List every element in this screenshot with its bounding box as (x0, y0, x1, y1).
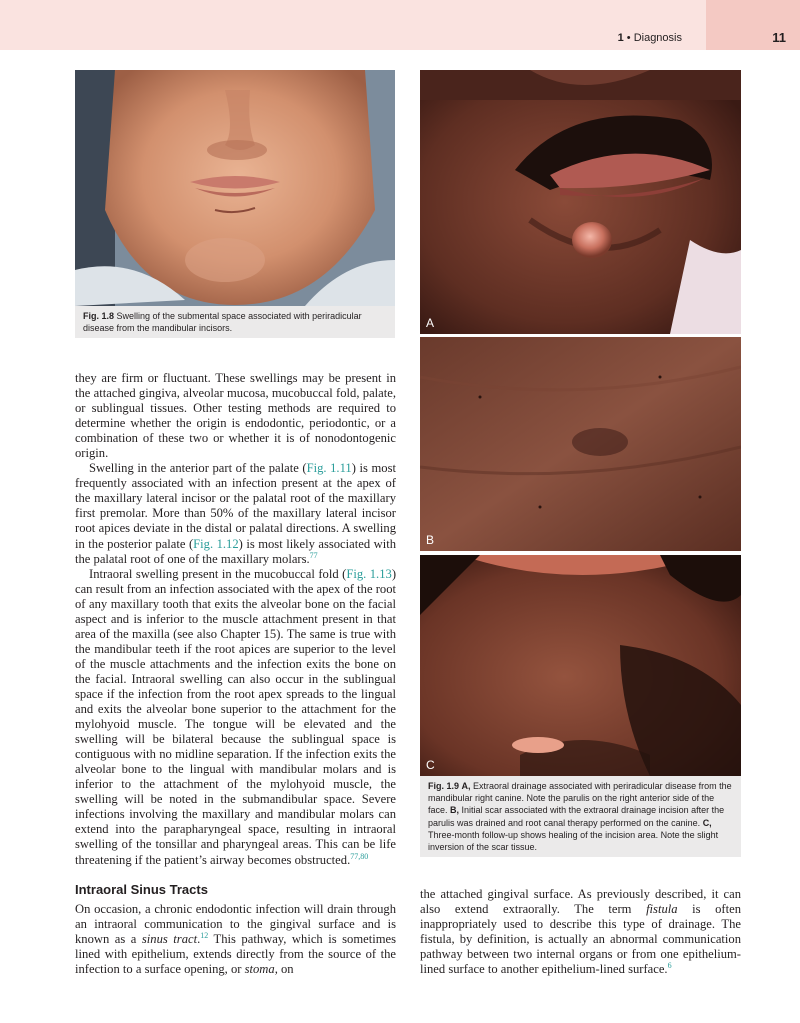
reference-77-80[interactable]: 77,80 (350, 851, 369, 861)
section-heading: Intraoral Sinus Tracts (75, 882, 208, 897)
figure-1-9-part-a: A, (461, 781, 471, 791)
figure-1-9-text-c: Three-month follow-up shows healing of the incision area. Note the slight inversion of the scar tissue. (428, 829, 719, 853)
chapter-number: 1 (617, 32, 624, 44)
running-head (618, 32, 682, 44)
figure-1-8-caption-text: Swelling of the submental space associated with periradicular disease from the mandibular incisors. (83, 311, 362, 334)
fig-1-13-link[interactable]: Fig. 1.13 (346, 566, 392, 581)
figure-1-8-photo (75, 70, 395, 306)
figure-1-9-text-b: Initial scar associated with the extraoral drainage incision after the parulis was drained and root canal therapy performed on the canine. (428, 805, 725, 828)
figure-1-9-part-c: C, (702, 817, 712, 828)
figure-1-9-caption (420, 776, 741, 857)
panel-a-label: A (426, 316, 435, 330)
reference-6[interactable]: 6 (667, 961, 672, 971)
figure-1-8-caption-label: Fig. 1.8 (83, 311, 115, 321)
left-column-text (75, 371, 396, 868)
paragraph-4: On occasion, a chronic endodontic infection will drain through an intraoral communication to the gingival surface and is known as a sinus tract.$^{12}$ This pathway, which is sometimes lined with epithelium, extends directly from the source of the infection to a surface opening, or stoma, on (75, 902, 396, 977)
fig-1-12-link[interactable]: Fig. 1.12 (193, 536, 239, 551)
page-number: 11 (772, 30, 786, 45)
figure-1-9-text-a: Extraoral drainage associated with periradicular disease from the mandibular right canine. Note the parulis on the right anterior side of the face. (428, 781, 732, 816)
header-band (0, 0, 706, 50)
paragraph-3: Intraoral swelling present in the mucobuccal fold (Fig. 1.13) can result from an infection associated with the apex of the root of any maxillary tooth that exits the alveolar bone on the facial aspect and is inferior to the muscle attachment present in that area of the maxilla (see also Chapter 15). The same is true with the mandibular teeth if the root apices are superior to the level of the muscle attachments and the infection exits the bone on the facial. Intraoral swelling can also occur in the sublingual space if the infection from the root apex spreads to the lingual and exits the alveolar bone superior to the attachment for the mylohyoid muscle. The tongue will be elevated and the swelling will be bilateral because the sublingual space is contiguous with no midline separation. If the infection exits the alveolar bone to the lingual with mandibular molars and is inferior to the attachment of the mylohyoid muscle, the swelling will be noted in the submandibular space. Severe infections involving the maxillary and mandibular molars can extend into the parapharyngeal space, resulting in intraoral swelling of the tonsillar and pharyngeal areas. This can be life threatening if the patient’s airway becomes obstructed.$^{77,80}$ (75, 566, 397, 867)
chapter-title: Diagnosis (633, 32, 682, 44)
left-column-sinus-text (75, 902, 396, 977)
paragraph-2: Swelling in the anterior part of the palate (Fig. 1.11) is most frequently associated with an infection present at the apex of the maxillary lateral incisor or the palatal root of the maxillary first premolar. More than 50% of the maxillary lateral incisor root apices deviate in the distal or palatal directions. A swelling in the posterior palate (Fig. 1.12) is most likely associated with the palatal root of one of the maxillary molars.$^{77}$ (75, 461, 396, 566)
panel-b-label: B (426, 533, 435, 547)
figure-1-9-panel-a (420, 70, 741, 334)
paragraph-5: the attached gingival surface. As previously described, it can also extend extraorally. The term fistula is often inappropriately used to describe this type of drainage. The fistula, by definition, is actually an abnormal communication pathway between two internal organs or from one epithelium-lined surface to another epithelium-lined surface.$^6$ (420, 887, 741, 977)
reference-12[interactable]: 12 (200, 930, 209, 940)
fig-1-11-link[interactable]: Fig. 1.11 (306, 461, 352, 476)
panel-c-label: C (426, 758, 435, 772)
figure-1-8-caption (75, 306, 395, 338)
reference-77[interactable]: 77 (309, 550, 318, 560)
right-column-text (420, 887, 741, 977)
figure-1-9-caption-label: Fig. 1.9 (428, 781, 460, 791)
paragraph-1: they are firm or fluctuant. These swellings may be present in the attached gingiva, alveolar mucosa, mucobuccal fold, palate, or sublingual tissues. Other testing methods are required to determine whether the origin is endodontic, periodontic, or a combination of these two or whether it is of nonodontogenic origin. (75, 371, 396, 461)
figure-1-9-part-b: B, (450, 805, 460, 816)
figure-1-9-panel-b (420, 337, 741, 551)
running-head-separator: • (626, 32, 631, 44)
figure-1-9-panel-c (420, 555, 741, 776)
